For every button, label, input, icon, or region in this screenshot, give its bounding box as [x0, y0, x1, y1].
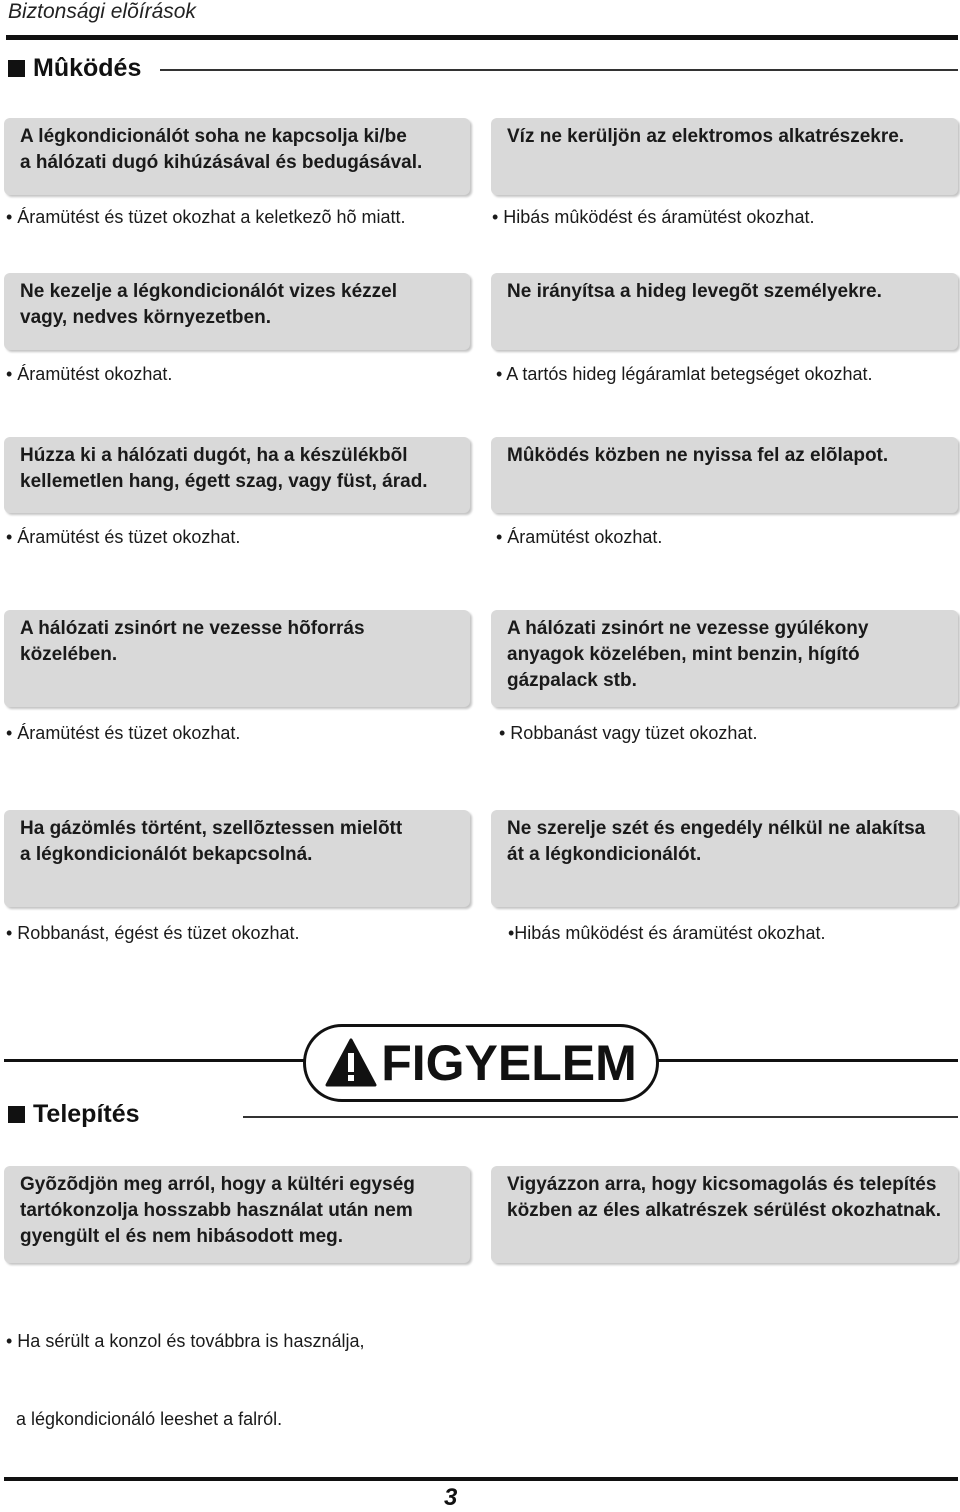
card-line: tartókonzolja hosszabb használat után nem — [20, 1200, 413, 1221]
card-line: A hálózati zsinórt ne vezesse hõforrás — [20, 618, 365, 639]
section-line-operation — [160, 69, 958, 71]
note-line: • Ha sérült a konzol és továbbra is használja, — [6, 1331, 365, 1351]
card-line: vagy, nedves környezetben. — [20, 307, 271, 328]
card-line: Mûködés közben ne nyissa fel az elõlapot. — [507, 445, 889, 466]
card-line: közben az éles alkatrészek sérülést okozhatnak. — [507, 1200, 942, 1221]
card-line: át a légkondicionálót. — [507, 844, 702, 865]
section-line-installation — [243, 1116, 958, 1118]
note-unplug-smoke — [6, 524, 240, 550]
card-line: Ne kezelje a légkondicionálót vizes kézzel — [20, 281, 397, 302]
section-title-installation: Telepítés — [33, 1100, 140, 1128]
card-line: gyengült el és nem hibásodott meg. — [20, 1226, 344, 1247]
note-line: • Áramütést okozhat. — [496, 527, 663, 547]
card-wet-hands — [4, 273, 470, 350]
warning-triangle-icon — [325, 1038, 377, 1088]
page-header-title: Biztonsági elõírások — [8, 0, 196, 23]
note-line: •Hibás mûködést és áramütést okozhat. — [508, 923, 826, 943]
card-line: Gyõzõdjön meg arról, hogy a kültéri egység — [20, 1174, 415, 1195]
note-bracket-check — [6, 1276, 365, 1458]
card-gas-leak — [4, 810, 470, 907]
warning-badge — [303, 1024, 659, 1102]
note-front-panel — [496, 524, 662, 550]
card-cord-heat — [4, 610, 470, 707]
card-cord-flammable — [491, 610, 958, 707]
card-cold-air — [491, 273, 958, 350]
note-gas-leak — [6, 920, 299, 946]
note-wet-hands — [6, 361, 172, 387]
card-line: A légkondicionálót soha ne kapcsolja ki/be — [20, 126, 407, 147]
note-line: • A tartós hideg légáramlat betegséget okozhat. — [496, 364, 873, 384]
note-water-electrical — [492, 204, 814, 230]
note-line: • Áramütést és tüzet okozhat. — [6, 723, 241, 743]
card-line: közelében. — [20, 644, 118, 665]
card-line: Húzza ki a hálózati dugót, ha a készülékbõl — [20, 445, 408, 466]
note-cord-flammable — [499, 720, 757, 746]
card-disassemble — [491, 810, 958, 907]
page-number: 3 — [444, 1484, 458, 1511]
card-unplug-smoke — [4, 437, 470, 513]
note-cold-air — [496, 361, 873, 387]
card-line: a légkondicionálót bekapcsolná. — [20, 844, 313, 865]
square-bullet-icon — [8, 1106, 25, 1123]
note-line: • Áramütést és tüzet okozhat a keletkezõ hõ miatt. — [6, 207, 406, 227]
footer-rule — [4, 1477, 958, 1481]
card-water-electrical — [491, 118, 958, 195]
card-front-panel — [491, 437, 958, 513]
card-line: Vigyázzon arra, hogy kicsomagolás és telepítés — [507, 1174, 937, 1195]
note-line: • Áramütést és tüzet okozhat. — [6, 527, 241, 547]
note-line: • Áramütést okozhat. — [6, 364, 173, 384]
card-line: kellemetlen hang, égett szag, vagy füst, árad. — [20, 471, 428, 492]
square-bullet-icon — [8, 60, 25, 77]
note-plug-switch — [6, 204, 406, 230]
note-disassemble — [508, 920, 825, 946]
section-title-operation: Mûködés — [33, 54, 142, 82]
card-plug-switch — [4, 118, 470, 195]
card-sharp-parts — [491, 1166, 958, 1263]
card-line: Ne irányítsa a hideg levegõt személyekre. — [507, 281, 882, 302]
note-line: • Robbanást vagy tüzet okozhat. — [499, 723, 758, 743]
card-line: Víz ne kerüljön az elektromos alkatrészekre. — [507, 126, 905, 147]
header-rule — [6, 35, 958, 40]
note-line: a légkondicionáló leeshet a falról. — [6, 1409, 283, 1429]
note-cord-heat — [6, 720, 240, 746]
card-bracket-check — [4, 1166, 470, 1263]
card-line: a hálózati dugó kihúzásával és bedugásával. — [20, 152, 423, 173]
card-line: Ne szerelje szét és engedély nélkül ne alakítsa — [507, 818, 926, 839]
warning-label: FIGYELEM — [381, 1035, 637, 1091]
card-line: anyagok közelében, mint benzin, hígító — [507, 644, 860, 665]
card-line: Ha gázömlés történt, szellõztessen mielõtt — [20, 818, 403, 839]
card-line: A hálózati zsinórt ne vezesse gyúlékony — [507, 618, 869, 639]
note-line: • Robbanást, égést és tüzet okozhat. — [6, 923, 300, 943]
card-line: gázpalack stb. — [507, 670, 637, 691]
section-heading-installation — [8, 1100, 140, 1129]
note-line: • Hibás mûködést és áramütést okozhat. — [492, 207, 815, 227]
section-heading-operation — [8, 54, 141, 83]
